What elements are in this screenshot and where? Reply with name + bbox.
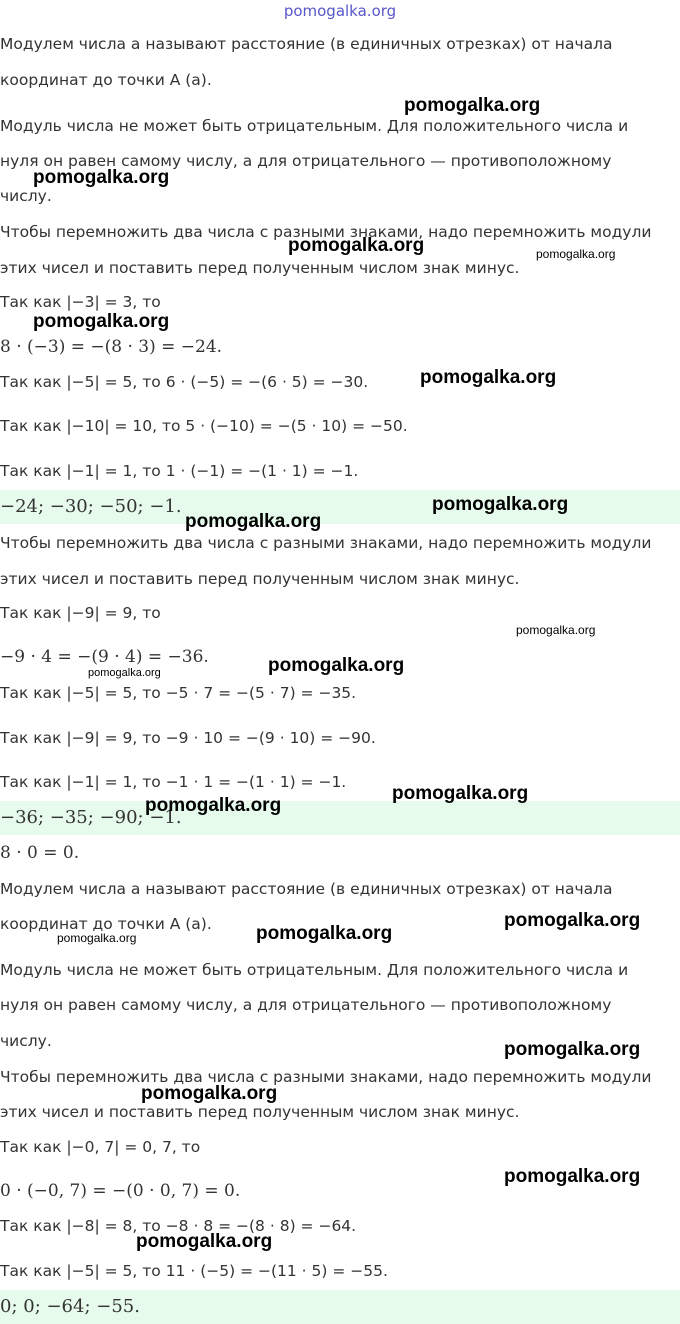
watermark: pomogalka.org	[288, 235, 425, 256]
watermark: pomogalka.org	[141, 1083, 278, 1104]
text-line: координат до точки A (a).	[0, 915, 212, 933]
text-line: этих чисел и поставить перед полученным числом знак минус.	[0, 259, 520, 277]
text-line: Так как |−3| = 3, то	[0, 293, 161, 311]
watermark: pomogalka.org	[136, 1231, 273, 1252]
watermark: pomogalka.org	[33, 167, 170, 188]
site-header-link[interactable]: pomogalka.org	[283, 2, 397, 20]
watermark: pomogalka.org	[404, 95, 541, 116]
text-line: Так как |−9| = 9, то	[0, 604, 161, 622]
watermark: pomogalka.org	[504, 1166, 641, 1187]
watermark: pomogalka.org	[536, 247, 616, 261]
answer-box: −24; −30; −50; −1.	[0, 490, 680, 524]
text-line: Так как |−1| = 1, то 1 · (−1) = −(1 · 1) = −1.	[0, 462, 359, 480]
text-line: этих чисел и поставить перед полученным числом знак минус.	[0, 1103, 520, 1121]
text-line: Так как |−5| = 5, то 6 · (−5) = −(6 · 5) = −30.	[0, 373, 369, 391]
text-line: Так как |−5| = 5, то −5 · 7 = −(5 · 7) = −35.	[0, 684, 357, 702]
text-line: этих чисел и поставить перед полученным числом знак минус.	[0, 570, 520, 588]
watermark: pomogalka.org	[516, 623, 596, 637]
equation-line: 8 · (−3) = −(8 · 3) = −24.	[0, 337, 223, 357]
watermark: pomogalka.org	[504, 910, 641, 931]
text-line: Модулем числа a называют расстояние (в единичных отрезках) от начала	[0, 35, 613, 53]
text-line: числу.	[0, 187, 52, 205]
watermark: pomogalka.org	[33, 311, 170, 332]
text-line: нуля он равен самому числу, а для отрицательного — противоположному	[0, 152, 612, 170]
watermark: pomogalka.org	[504, 1039, 641, 1060]
watermark: pomogalka.org	[256, 923, 393, 944]
text-line: числу.	[0, 1032, 52, 1050]
answer-box: −36; −35; −90; −1.	[0, 801, 680, 835]
text-line: Так как |−8| = 8, то −8 · 8 = −(8 · 8) = −64.	[0, 1217, 357, 1235]
watermark: pomogalka.org	[145, 795, 282, 816]
watermark: pomogalka.org	[57, 931, 137, 945]
equation-line: 0 · (−0, 7) = −(0 · 0, 7) = 0.	[0, 1181, 241, 1201]
text-line: Так как |−1| = 1, то −1 · 1 = −(1 · 1) = −1.	[0, 773, 347, 791]
text-line: Модуль числа не может быть отрицательным. Для положительного числа и	[0, 961, 629, 979]
text-line: Модулем числа a называют расстояние (в единичных отрезках) от начала	[0, 880, 613, 898]
text-line: Так как |−9| = 9, то −9 · 10 = −(9 · 10) = −90.	[0, 729, 376, 747]
text-line: нуля он равен самому числу, а для отрицательного — противоположному	[0, 996, 612, 1014]
text-line: Так как |−5| = 5, то 11 · (−5) = −(11 · 5) = −55.	[0, 1262, 388, 1280]
text-line: Чтобы перемножить два числа с разными знаками, надо перемножить модули	[0, 1068, 652, 1086]
watermark: pomogalka.org	[185, 511, 322, 532]
watermark: pomogalka.org	[88, 667, 161, 679]
text-line: Так как |−0, 7| = 0, 7, то	[0, 1138, 201, 1156]
text-line: Модуль числа не может быть отрицательным. Для положительного числа и	[0, 117, 629, 135]
watermark: pomogalka.org	[392, 783, 529, 804]
text-line: координат до точки A (a).	[0, 71, 212, 89]
text-line: Чтобы перемножить два числа с разными знаками, надо перемножить модули	[0, 223, 652, 241]
watermark: pomogalka.org	[268, 655, 405, 676]
watermark: pomogalka.org	[432, 494, 569, 515]
text-line: Так как |−10| = 10, то 5 · (−10) = −(5 · 10) = −50.	[0, 417, 408, 435]
answer-box: 0; 0; −64; −55.	[0, 1290, 680, 1324]
equation-line: 8 · 0 = 0.	[0, 843, 80, 863]
text-line: Чтобы перемножить два числа с разными знаками, надо перемножить модули	[0, 534, 652, 552]
equation-line: −9 · 4 = −(9 · 4) = −36.	[0, 647, 209, 667]
watermark: pomogalka.org	[420, 367, 557, 388]
